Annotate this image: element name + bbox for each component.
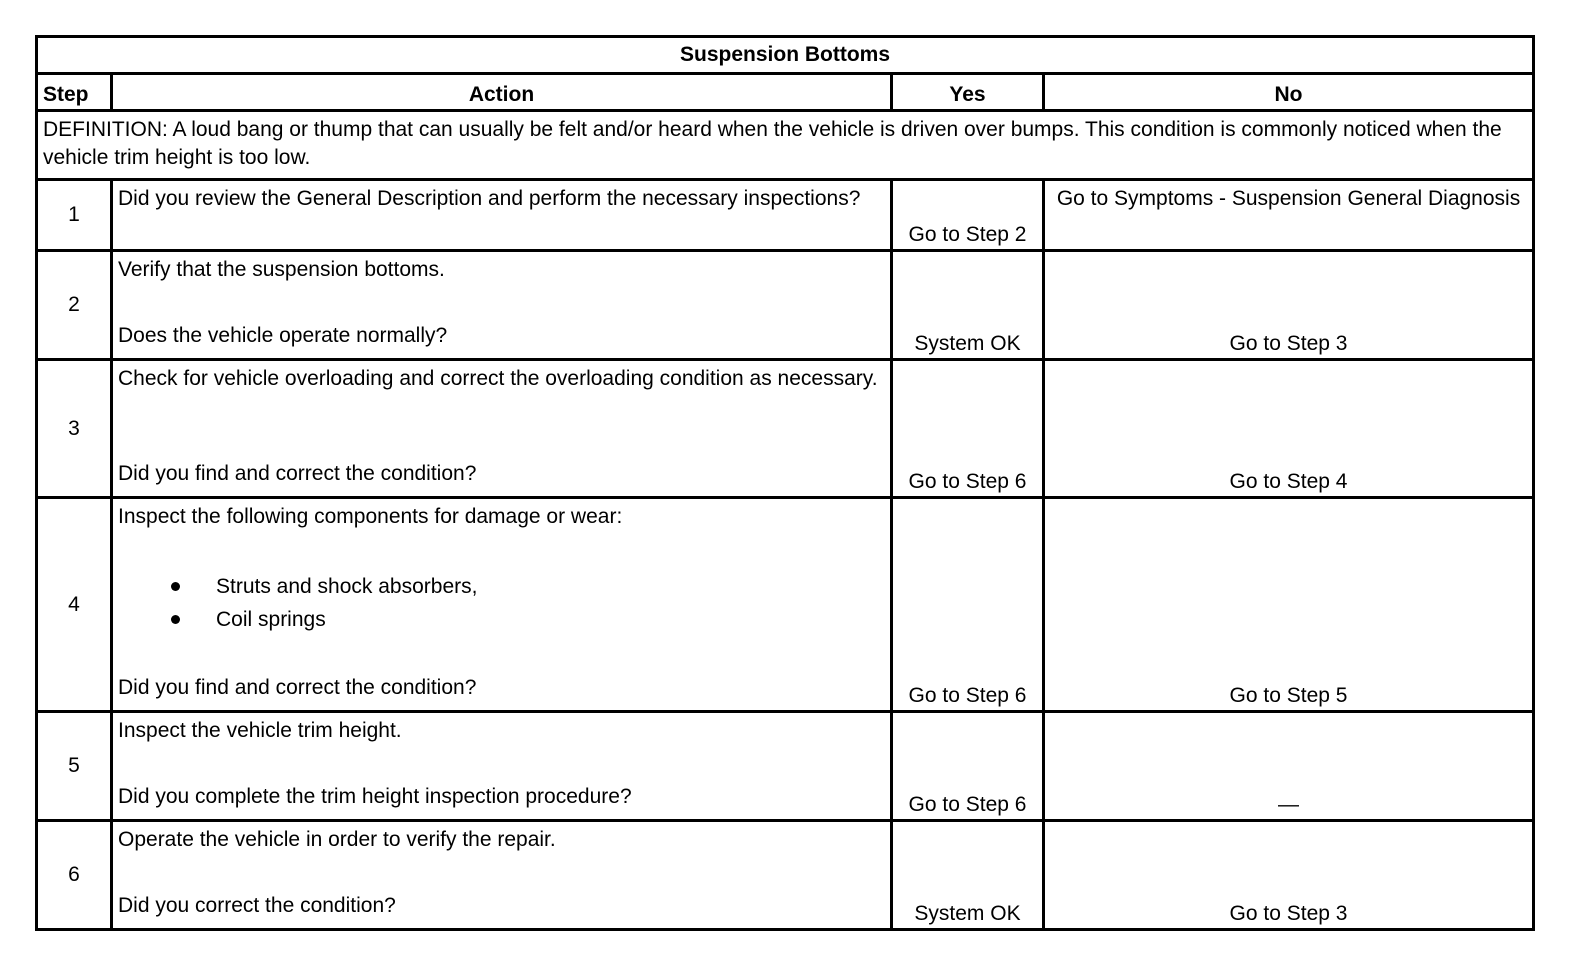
header-step: Step <box>37 74 112 111</box>
table-row <box>37 180 1534 251</box>
action-question: Did you find and correct the condition? <box>118 676 477 699</box>
action-cell <box>112 180 892 251</box>
action-question: Did you complete the trim height inspection procedure? <box>118 785 632 808</box>
table-row <box>37 821 1534 930</box>
bullet-icon <box>171 582 180 591</box>
yes-cell: System OK <box>892 821 1044 930</box>
table-row <box>37 251 1534 360</box>
no-cell: Go to Step 4 <box>1044 360 1534 498</box>
step-number: 5 <box>37 712 112 821</box>
table-row <box>37 712 1534 821</box>
action-cell <box>112 821 892 930</box>
step-number: 1 <box>37 180 112 251</box>
list-item: Coil springs <box>118 603 885 636</box>
action-question: Does the vehicle operate normally? <box>118 324 448 347</box>
component-list <box>118 570 885 636</box>
diagnostic-table <box>35 35 1535 931</box>
no-cell: Go to Step 3 <box>1044 251 1534 360</box>
yes-cell: Go to Step 6 <box>892 712 1044 821</box>
step-number: 4 <box>37 498 112 712</box>
step-number: 3 <box>37 360 112 498</box>
table-row <box>37 498 1534 712</box>
header-no: No <box>1044 74 1534 111</box>
action-cell <box>112 498 892 712</box>
no-cell: Go to Step 5 <box>1044 498 1534 712</box>
table-row <box>37 360 1534 498</box>
action-cell <box>112 360 892 498</box>
header-yes: Yes <box>892 74 1044 111</box>
action-text: Did you review the General Description and perform the necessary inspections? <box>118 187 861 210</box>
table-title: Suspension Bottoms <box>37 37 1534 74</box>
list-item: Struts and shock absorbers, <box>118 570 885 603</box>
yes-cell: System OK <box>892 251 1044 360</box>
no-cell: — <box>1044 712 1534 821</box>
action-text: Verify that the suspension bottoms. <box>118 258 445 281</box>
yes-cell: Go to Step 6 <box>892 360 1044 498</box>
yes-cell: Go to Step 2 <box>892 180 1044 251</box>
action-text: Operate the vehicle in order to verify the repair. <box>118 828 556 851</box>
action-question: Did you find and correct the condition? <box>118 462 477 485</box>
bullet-icon <box>171 615 180 624</box>
action-text: Inspect the vehicle trim height. <box>118 719 402 742</box>
no-cell: Go to Step 3 <box>1044 821 1534 930</box>
step-number: 2 <box>37 251 112 360</box>
header-action: Action <box>112 74 892 111</box>
step-number: 6 <box>37 821 112 930</box>
action-text: Inspect the following components for damage or wear: <box>118 505 623 528</box>
action-text: Check for vehicle overloading and correct the overloading condition as necessary. <box>118 367 878 390</box>
no-cell: Go to Symptoms - Suspension General Diagnosis <box>1044 180 1534 251</box>
action-cell <box>112 712 892 821</box>
header-row <box>37 74 1534 111</box>
yes-cell: Go to Step 6 <box>892 498 1044 712</box>
action-cell <box>112 251 892 360</box>
action-question: Did you correct the condition? <box>118 894 396 917</box>
definition-text: DEFINITION: A loud bang or thump that can usually be felt and/or heard when the vehicle is driven over bumps. This condition is commonly noticed when the vehicle trim height is too low. <box>37 111 1534 180</box>
